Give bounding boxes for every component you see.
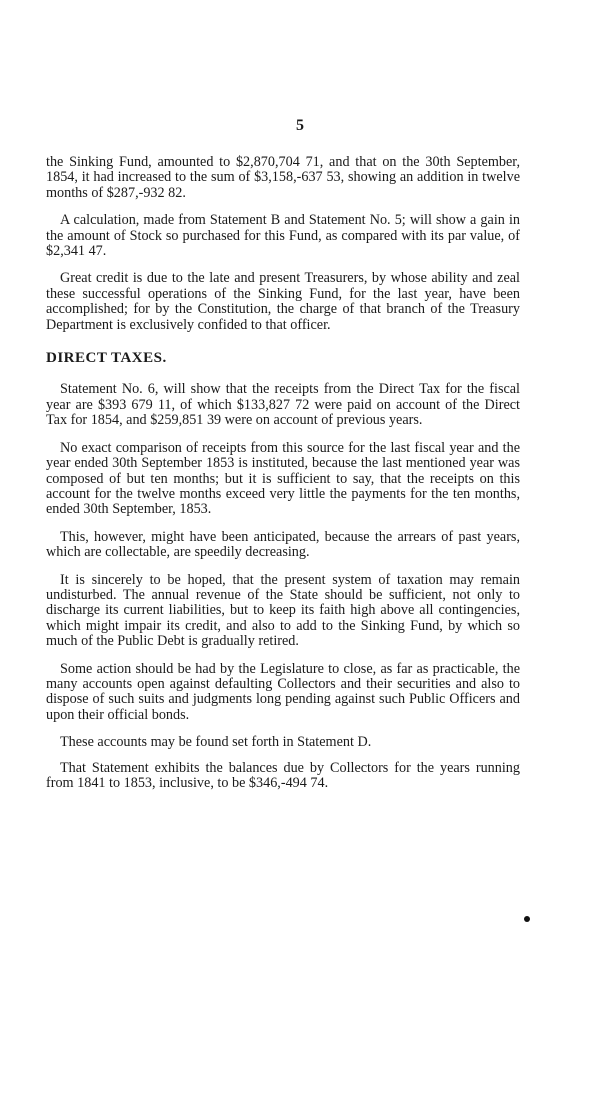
paragraph-sinking-fund-total: the Sinking Fund, amounted to $2,870,704 71, and that on the 30th September, 1854, it had increased to the sum of $3,158,-637 53, showing an addition in twelve months of $287,-932 82. <box>46 154 520 201</box>
paragraph-treasurers-credit: Great credit is due to the late and present Treasurers, by whose ability and zeal these successful operations of the Sinking Fund, for the last year, have been accomplished; for by the Constitution, the charge of that branch of the Treasury Department is exclusively confided to that officer. <box>46 270 520 333</box>
text-column <box>46 155 520 803</box>
paragraph-statement-d: These accounts may be found set forth in Statement D. <box>60 734 372 751</box>
paragraph-collector-balances: That Statement exhibits the balances due by Collectors for the years running from 1841 to 1853, inclusive, to be $346,-494 74. <box>46 759 520 791</box>
paragraph-arrears: This, however, might have been anticipated, because the arrears of past years, which are collectable, are speedily decreasing. <box>46 528 520 561</box>
section-heading-direct-taxes: DIRECT TAXES. <box>46 350 167 367</box>
paragraph-legislature-action: Some action should be had by the Legislature to close, as far as practicable, the many accounts open against defaulting Collectors and their securities and also to dispose of such suits and judgments long pending against such Public Officers and upon their official bonds. <box>46 660 520 723</box>
page-number: 5 <box>296 117 304 134</box>
paragraph-taxation-system: It is sincerely to be hoped, that the present system of taxation may remain undisturbed. The annual revenue of the State should be sufficient, not only to discharge its current liabilities, but to keep its faith high above all contingencies, which might impair its credit, and also to add to the Sinking Fund, by which so much of the Public Debt is gradually retired. <box>46 571 520 650</box>
paragraph-direct-tax-receipts: Statement No. 6, will show that the receipts from the Direct Tax for the fiscal year are $393 679 11, of which $133,827 72 were paid on account of the Direct Tax for 1854, and $259,851 39 were on account of previous years. <box>46 381 520 429</box>
paragraph-stock-gain: A calculation, made from Statement B and Statement No. 5; will show a gain in the amount of Stock so purchased for this Fund, as compared with its par value, of $2,341 47. <box>46 212 520 260</box>
ink-blot <box>524 916 530 922</box>
paragraph-receipts-comparison: No exact comparison of receipts from this source for the last fiscal year and the year ended 30th September 1853 is instituted, because the last mentioned year was composed of but ten months; but it is sufficient to say, that the receipts on this account for the twelve months exceed very little the payments for the ten months, ended 30th September, 1853. <box>46 439 520 518</box>
